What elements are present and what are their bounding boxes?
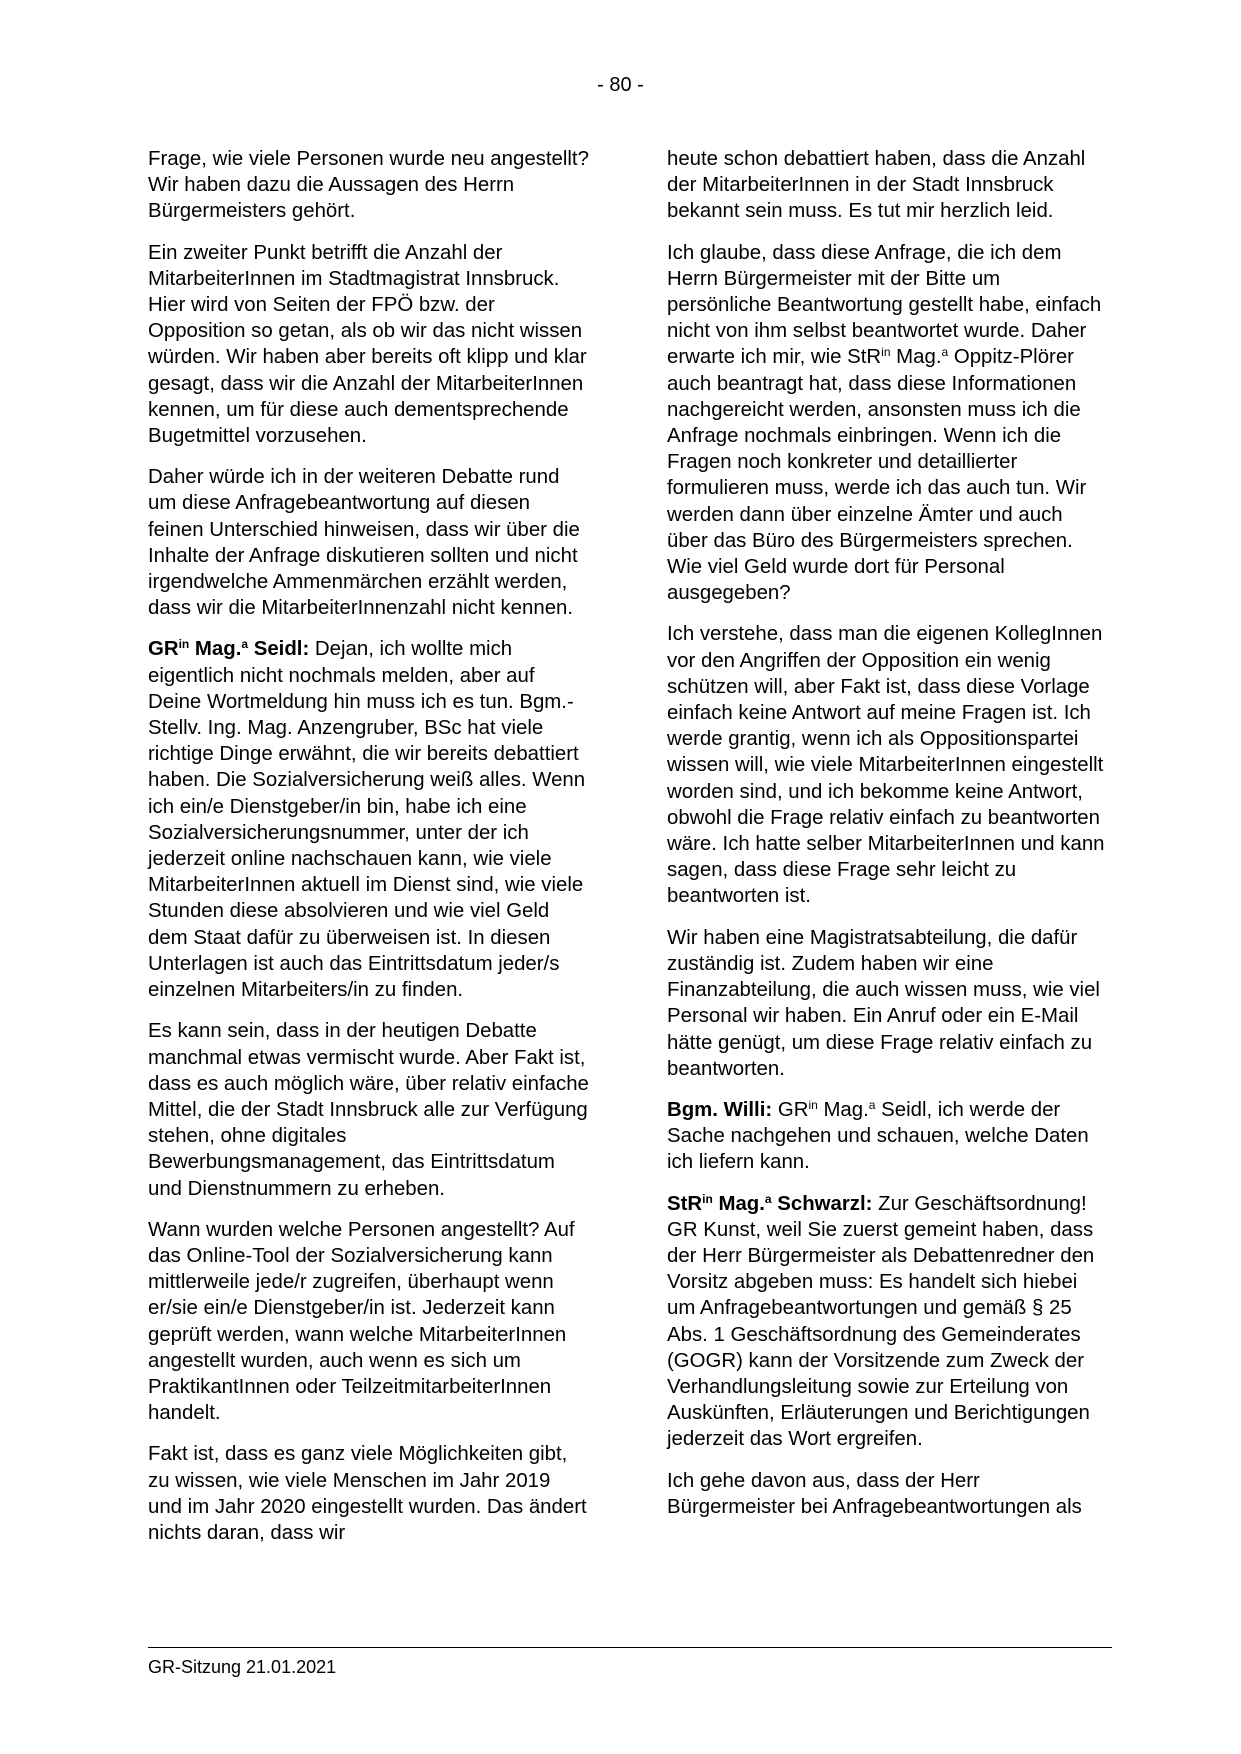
left-column <box>148 146 590 1561</box>
footer-text: GR-Sitzung 21.01.2021 <box>148 1657 337 1677</box>
speaker-name: StR$^{in}$ Mag.$^a$ Schwarzl: <box>667 1191 873 1215</box>
paragraph-speech-willi: Bgm. Willi: $GR^{in}$ Mag.$^a$ Seidl, ich werde der Sache nachgehen und schauen, welche Daten ich liefern kann. <box>667 1097 1089 1174</box>
paragraph: Wir haben eine Magistratsabteilung, die dafür zuständig ist. Zudem haben wir eine Finanzabteilung, die auch wissen muss, wie viel Personal wir haben. Ein Anruf oder ein E-Mail hätte genügt, um diese Frage relativ einfach zu beantworten. <box>667 926 1100 1080</box>
paragraph: Ein zweiter Punkt betrifft die Anzahl der MitarbeiterInnen im Stadtmagistrat Innsbruck. Hier wird von Seiten der FPÖ bzw. der Opposition so getan, als ob wir das nicht wissen würden. Wir haben aber bereits oft klipp und klar gesagt, dass wir die Anzahl der MitarbeiterInnen kennen, um für diese auch dementsprechende Bugetmittel vorzusehen. <box>148 241 587 448</box>
footer-divider <box>148 1647 1112 1648</box>
paragraph-speech-schwarzl <box>667 1191 1109 1453</box>
paragraph: Es kann sein, dass in der heutigen Debatte manchmal etwas vermischt wurde. Aber Fakt ist, dass es auch möglich wäre, über relativ einfache Mittel, die der Stadt Innsbruck alle zur Verfügung stehen, ohne digitales Bewerbungsmanagement, das Eintrittsdatum und Dienstnummern zu erheben. <box>148 1020 589 1200</box>
paragraph: Ich verstehe, dass man die eigenen KollegInnen vor den Angriffen der Opposition ein wenig schützen will, aber Fakt ist, dass diese Vorlage einfach keine Antwort auf meine Fragen ist. Ich werde grantig, wenn ich als Oppositionspartei wissen will, wie viele MitarbeiterInnen eingestellt worden sind, und ich bekomme keine Antwort, obwohl die Frage relativ einfach zu beantworten wäre. Ich hatte selber MitarbeiterInnen und kann sagen, dass diese Frage sehr leicht zu beantworten ist. <box>667 623 1105 908</box>
speech-text: Zur Geschäftsordnung! GR Kunst, weil Sie zuerst gemeint haben, dass der Herr Bürgermeister als Debattenredner den Vorsitz abgeben muss: Es handelt sich hiebei um Anfragebeantwortungen und gemäß § 25 Abs. 1 Geschäftsordnung des Gemeinderates (GOGR) kann der Vorsitzende zum Zweck der Verhandlungsleitung sowie zur Erteilung von Auskünften, Erläuterungen und Berichtigungen jederzeit das Wort ergreifen. <box>667 1192 1095 1451</box>
page-number: - 80 - <box>597 74 644 96</box>
paragraph: Ich gehe davon aus, dass der Herr Bürgermeister bei Anfragebeantwortungen als <box>667 1469 1082 1518</box>
paragraph: Ich glaube, dass diese Anfrage, die ich dem Herrn Bürgermeister mit der Bitte um persönliche Beantwortung gestellt habe, einfach nicht von ihm selbst beantwortet wurde. Daher erwarte ich mir, wie StR$^{in}$ Mag.$^a$ Oppitz-Plörer auch beantragt hat, dass diese Informationen nachgereicht werden, ansonsten muss ich die Anfrage nochmals einbringen. Wenn ich die Fragen noch konkreter und detaillierter formulieren muss, werde ich das auch tun. Wir werden dann über einzelne Ämter und auch über das Büro des Bürgermeisters sprechen. Wie viel Geld wurde dort für Personal ausgegeben? <box>667 241 1102 605</box>
speaker-name: $GR^{in}$ Mag.$^a$ Seidl: <box>148 637 310 661</box>
speech-text: Dejan, ich wollte mich eigentlich nicht nochmals melden, aber auf Deine Wortmeldung hin muss ich es tun. Bgm.-Stellv. Ing. Mag. Anzengruber, BSc hat viele richtige Dinge erwähnt, die wir bereits debattiert haben. Die Sozialversicherung weiß alles. Wenn ich ein/e Dienstgeber/in bin, habe ich eine Sozialversicherungsnummer, unter der ich jederzeit online nachschauen kann, wie viele MitarbeiterInnen aktuell im Dienst sind, wie viele Stunden diese absolvieren und wie viel Geld dem Staat dafür zu überweisen ist. In diesen Unterlagen ist auch das Eintrittsdatum jeder/s einzelnen Mitarbeiters/in zu finden. <box>148 638 586 1002</box>
paragraph: Wann wurden welche Personen angestellt? Auf das Online-Tool der Sozialversicherung kann mittlerweile jede/r zugreifen, überhaupt wenn er/sie ein/e Dienstgeber/in ist. Jederzeit kann geprüft werden, wann welche MitarbeiterInnen angestellt wurden, auch wenn es sich um PraktikantInnen oder TeilzeitmitarbeiterInnen handelt. <box>148 1218 575 1425</box>
speaker-name: Bgm. Willi: <box>667 1098 773 1121</box>
right-column <box>667 146 1109 1535</box>
paragraph: Daher würde ich in der weiteren Debatte rund um diese Anfragebeantwortung auf diesen feinen Unterschied hinweisen, dass wir über die Inhalte der Anfrage diskutieren sollten und nicht irgendwelche Ammenmärchen erzählt werden, dass wir die MitarbeiterInnenzahl nicht kennen. <box>148 466 580 620</box>
paragraph: Fakt ist, dass es ganz viele Möglichkeiten gibt, zu wissen, wie viele Menschen im Jahr 2019 und im Jahr 2020 eingestellt wurden. Das ändert nichts daran, dass wir <box>148 1443 587 1544</box>
paragraph: heute schon debattiert haben, dass die Anzahl der MitarbeiterInnen in der Stadt Innsbruck bekannt sein muss. Es tut mir herzlich leid. <box>667 148 1086 223</box>
paragraph-speech-seidl <box>148 636 590 1003</box>
paragraph: Frage, wie viele Personen wurde neu angestellt? Wir haben dazu die Aussagen des Herrn Bürgermeisters gehört. <box>148 148 589 223</box>
